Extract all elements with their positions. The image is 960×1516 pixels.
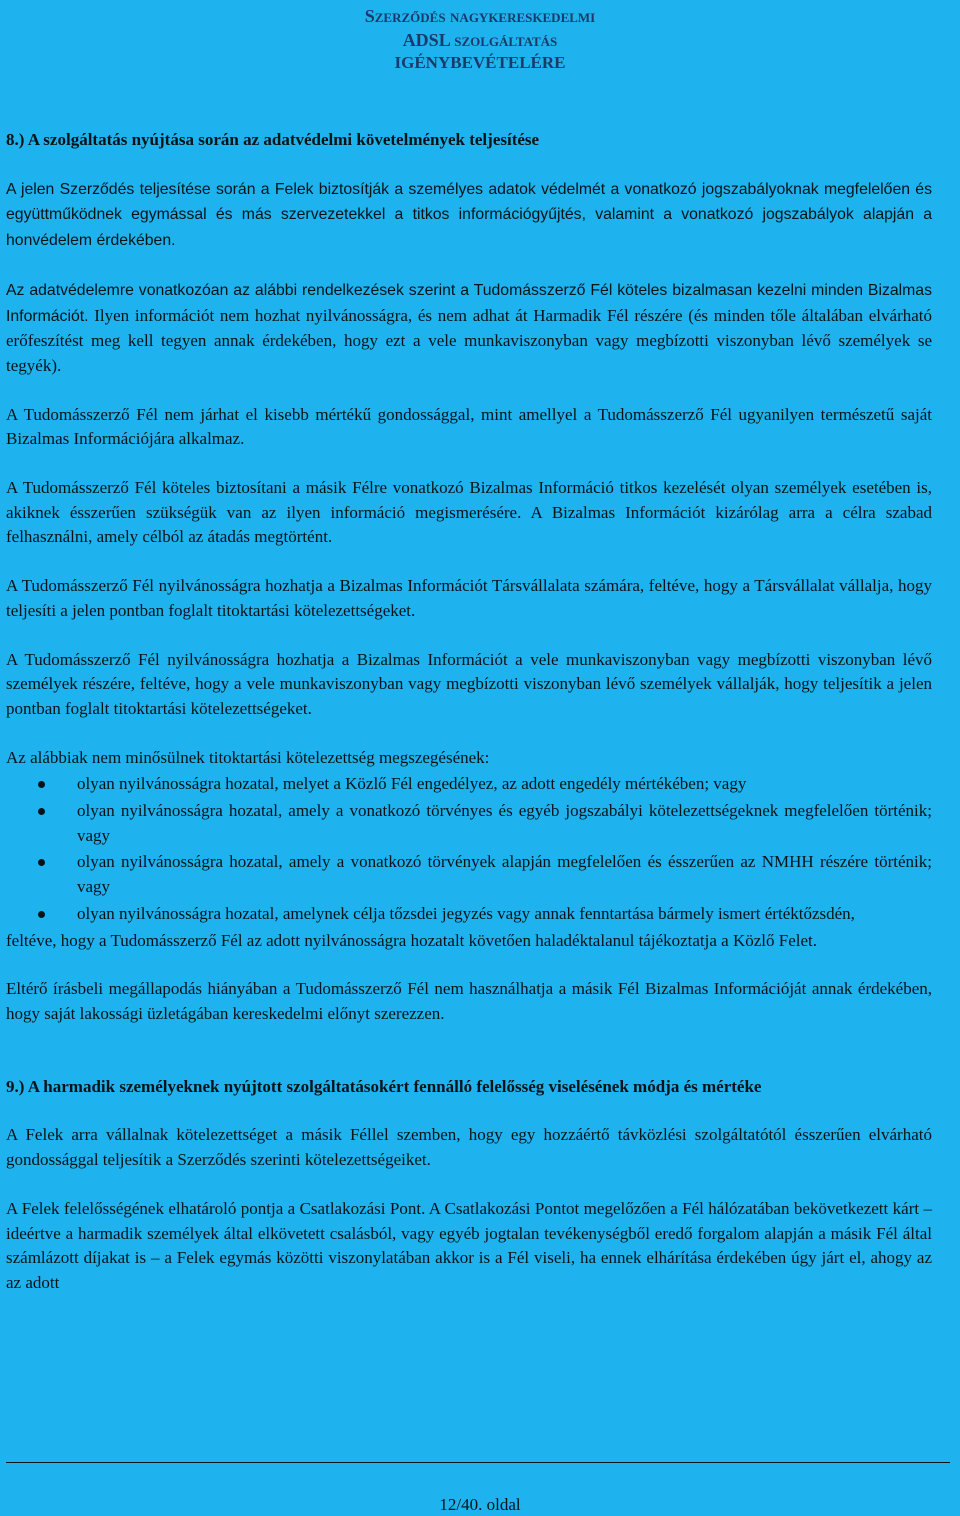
document-header: [0, 4, 960, 74]
list-condition: feltéve, hogy a Tudomásszerző Fél az adott nyilvánosságra hozatalt követően haladéktalanul tájékoztatja a Közlő Felet.: [6, 930, 818, 950]
list-item: [6, 772, 932, 797]
bullet-icon: [38, 911, 45, 918]
section-9-title: 9.) A harmadik személyeknek nyújtott szolgáltatásokért fennálló felelősség viselésének módja és mértéke: [6, 1076, 762, 1096]
section-8-paragraph-4: A Tudomásszerző Fél köteles biztosítani a másik Félre vonatkozó Bizalmas Információ titkos kezelését olyan személyek esetében is, akiknek ésszerűen szükségük van az ilyen információ megismerésére. A Bizalmas Információt kizárólag arra a célra szabad felhasználni, amely célból az átadás megtörtént.: [6, 478, 932, 547]
section-9-paragraph-2: A Felek felelősségének elhatároló pontja a Csatlakozási Pont. A Csatlakozási Pontot megelőzően a Fél hálózatában bekövetkezett kárt – ideértve a harmadik személyek által elkövetett csalásból, vagy egyéb jogtalan tevékenységből eredő forgalom alapján a másik Fél által számlázott díjakat is – a Felek egymás közötti viszonylatában akkor is a Fél viseli, ha ennek elhárítása érdekében úgy járt el, ahogy az az adott: [6, 1198, 932, 1292]
section-8-paragraph-2-serif: Ilyen információt nem hozhat nyilvánosságra, és nem adhat át Harmadik Fél részére (és minden tőle általában elvárható erőfeszítést meg kell tegyen annak érdekében, hogy ezt a vele munkaviszonyban vagy megbízotti viszonyban lévő személyek se tegyék).: [6, 305, 932, 375]
bullet-icon: [38, 859, 45, 866]
section-8-paragraph-6: A Tudomásszerző Fél nyilvánosságra hozhatja a Bizalmas Információt a vele munkaviszonyban vagy megbízotti viszonyban lévő személyek részére, feltéve, hogy a vele munkaviszonyban vagy megbízotti viszonyban lévő személyek vállalják, hogy teljesítik a jelen pontban foglalt titoktartási kötelezettségeket.: [6, 649, 932, 718]
bullet-icon: [38, 781, 45, 788]
section-8-paragraph-1: [6, 177, 932, 254]
list-item: [6, 902, 932, 927]
list-item-text: olyan nyilvánosságra hozatal, amely a vonatkozó törvényes és egyéb jogszabályi kötelezettségeknek megfelelően történik; vagy: [77, 801, 932, 845]
exception-list: [6, 772, 932, 926]
document-body: [6, 128, 932, 1320]
header-line-2: ADSL szolgáltatás: [402, 30, 558, 50]
page-number: 12/40. oldal: [439, 1495, 521, 1514]
section-8-title: 8.) A szolgáltatás nyújtása során az adatvédelmi követelmények teljesítése: [6, 130, 540, 149]
list-item-text: olyan nyilvánosságra hozatal, amely a vonatkozó törvények alapján megfelelően és ésszerűen az NMHH részére történik; vagy: [77, 852, 932, 897]
section-8-paragraph-5: A Tudomásszerző Fél nyilvánosságra hozhatja a Bizalmas Információt Társvállalata számára, feltéve, hogy a Társvállalat vállalja, hogy teljesíti a jelen pontban foglalt titoktartási kötelezettségeket.: [6, 576, 932, 620]
list-item: [6, 799, 932, 848]
section-8-paragraph-3: A Tudomásszerző Fél nem járhat el kisebb mértékű gondossággal, mint amellyel a Tudomásszerző Fél ugyanilyen természetű saját Bizalmas Információjára alkalmaz.: [6, 404, 932, 449]
list-item-text: olyan nyilvánosságra hozatal, amelynek célja tőzsdei jegyzés vagy annak fenntartása bármely ismert értéktőzsdén,: [77, 903, 855, 923]
list-item-text: olyan nyilvánosságra hozatal, melyet a Közlő Fél engedélyez, az adott engedély mértékében; vagy: [77, 774, 747, 794]
section-8-paragraph-2: [6, 278, 932, 379]
list-intro: Az alábbiak nem minősülnek titoktartási kötelezettség megszegésének:: [6, 747, 490, 767]
list-item: [6, 850, 932, 899]
header-line-1: Szerződés nagykereskedelmi: [364, 6, 596, 26]
bullet-icon: [38, 808, 45, 815]
section-9-paragraph-1: A Felek arra vállalnak kötelezettséget a másik Féllel szemben, hogy egy hozzáértő távközlési szolgáltatótól ésszerűen elvárható gondossággal teljesítik a Szerződés szerinti kötelezettségeiket.: [6, 1125, 932, 1170]
section-8-paragraph-1-text: A jelen Szerződés teljesítése során a Felek biztosítják a személyes adatok védelmét a vonatkozó jogszabályoknak megfelelően és együttműködnek egymással és más szervezetekkel a titkos információgyűjtés, valamint a vonatkozó jogszabályok alapján a honvédelem érdekében.: [6, 180, 932, 250]
section-8-paragraph-2-sans: Az adatvédelemre vonatkozóan az alábbi rendelkezések szerint a Tudomásszerző Fél köteles bizalmasan kezelni minden Bizalmas Információt.: [6, 281, 932, 325]
header-line-3: IGÉNYBEVÉTELÉRE: [394, 53, 566, 72]
footer-divider: [6, 1462, 950, 1463]
section-8-paragraph-7: Eltérő írásbeli megállapodás hiányában a Tudomásszerző Fél nem használhatja a másik Fél Bizalmas Információját annak érdekében, hogy saját lakossági üzletágában kereskedelmi előnyt szerezzen.: [6, 979, 932, 1023]
